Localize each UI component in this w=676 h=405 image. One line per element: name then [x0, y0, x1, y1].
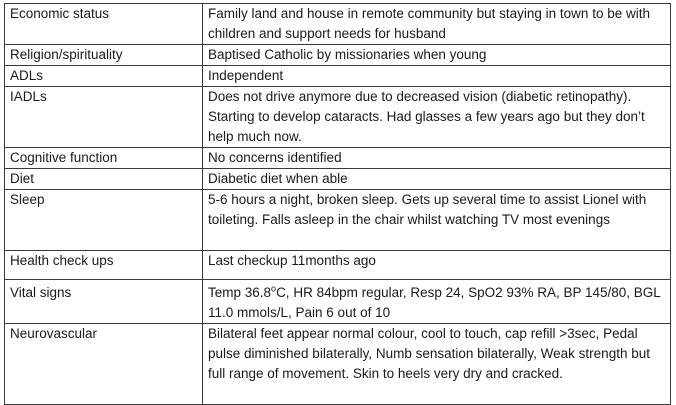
row-value-vitals [203, 280, 671, 324]
table-row [5, 87, 671, 148]
row-value: Independent [203, 66, 671, 87]
table-row [5, 324, 671, 405]
table-row [5, 148, 671, 169]
table-row [5, 251, 671, 280]
row-value: Family land and house in remote community but staying in town to be with children and support needs for husband [203, 4, 671, 45]
row-label: ADLs [5, 66, 203, 87]
row-value: Diabetic diet when able [203, 169, 671, 190]
table-row [5, 169, 671, 190]
row-label: Neurovascular [5, 324, 203, 405]
row-value: No concerns identified [203, 148, 671, 169]
row-value: Baptised Catholic by missionaries when young [203, 45, 671, 66]
row-label: IADLs [5, 87, 203, 148]
table-row [5, 66, 671, 87]
degree-superscript: o [271, 283, 277, 294]
assessment-table [4, 3, 671, 405]
vitals-temp-text: Temp 36.8 [208, 285, 272, 300]
table-row [5, 45, 671, 66]
row-label: Economic status [5, 4, 203, 45]
row-label: Religion/spirituality [5, 45, 203, 66]
row-label: Sleep [5, 190, 203, 251]
row-value: Does not drive anymore due to decreased vision (diabetic retinopathy). Starting to develop cataracts. Had glasses a few years ago but they don’t help much now. [203, 87, 671, 148]
table-row [5, 190, 671, 251]
row-value: Last checkup 11months ago [203, 251, 671, 280]
row-value: 5-6 hours a night, broken sleep. Gets up several time to assist Lionel with toileting. Falls asleep in the chair whilst watching TV most evenings [203, 190, 671, 251]
table-row [5, 4, 671, 45]
row-value: Bilateral feet appear normal colour, cool to touch, cap refill >3sec, Pedal pulse diminished bilaterally, Numb sensation bilaterally, Weak strength but full range of movement. Skin to heels very dry and cracked. [203, 324, 671, 405]
row-label: Health check ups [5, 251, 203, 280]
row-label: Cognitive function [5, 148, 203, 169]
table-row [5, 280, 671, 324]
row-label: Vital signs [5, 280, 203, 324]
row-label: Diet [5, 169, 203, 190]
vitals-rest-text: C, HR 84bpm regular, Resp 24, SpO2 93% RA, BP 145/80, BGL 11.0 mmols/L, Pain 6 out of 10 [208, 285, 661, 320]
